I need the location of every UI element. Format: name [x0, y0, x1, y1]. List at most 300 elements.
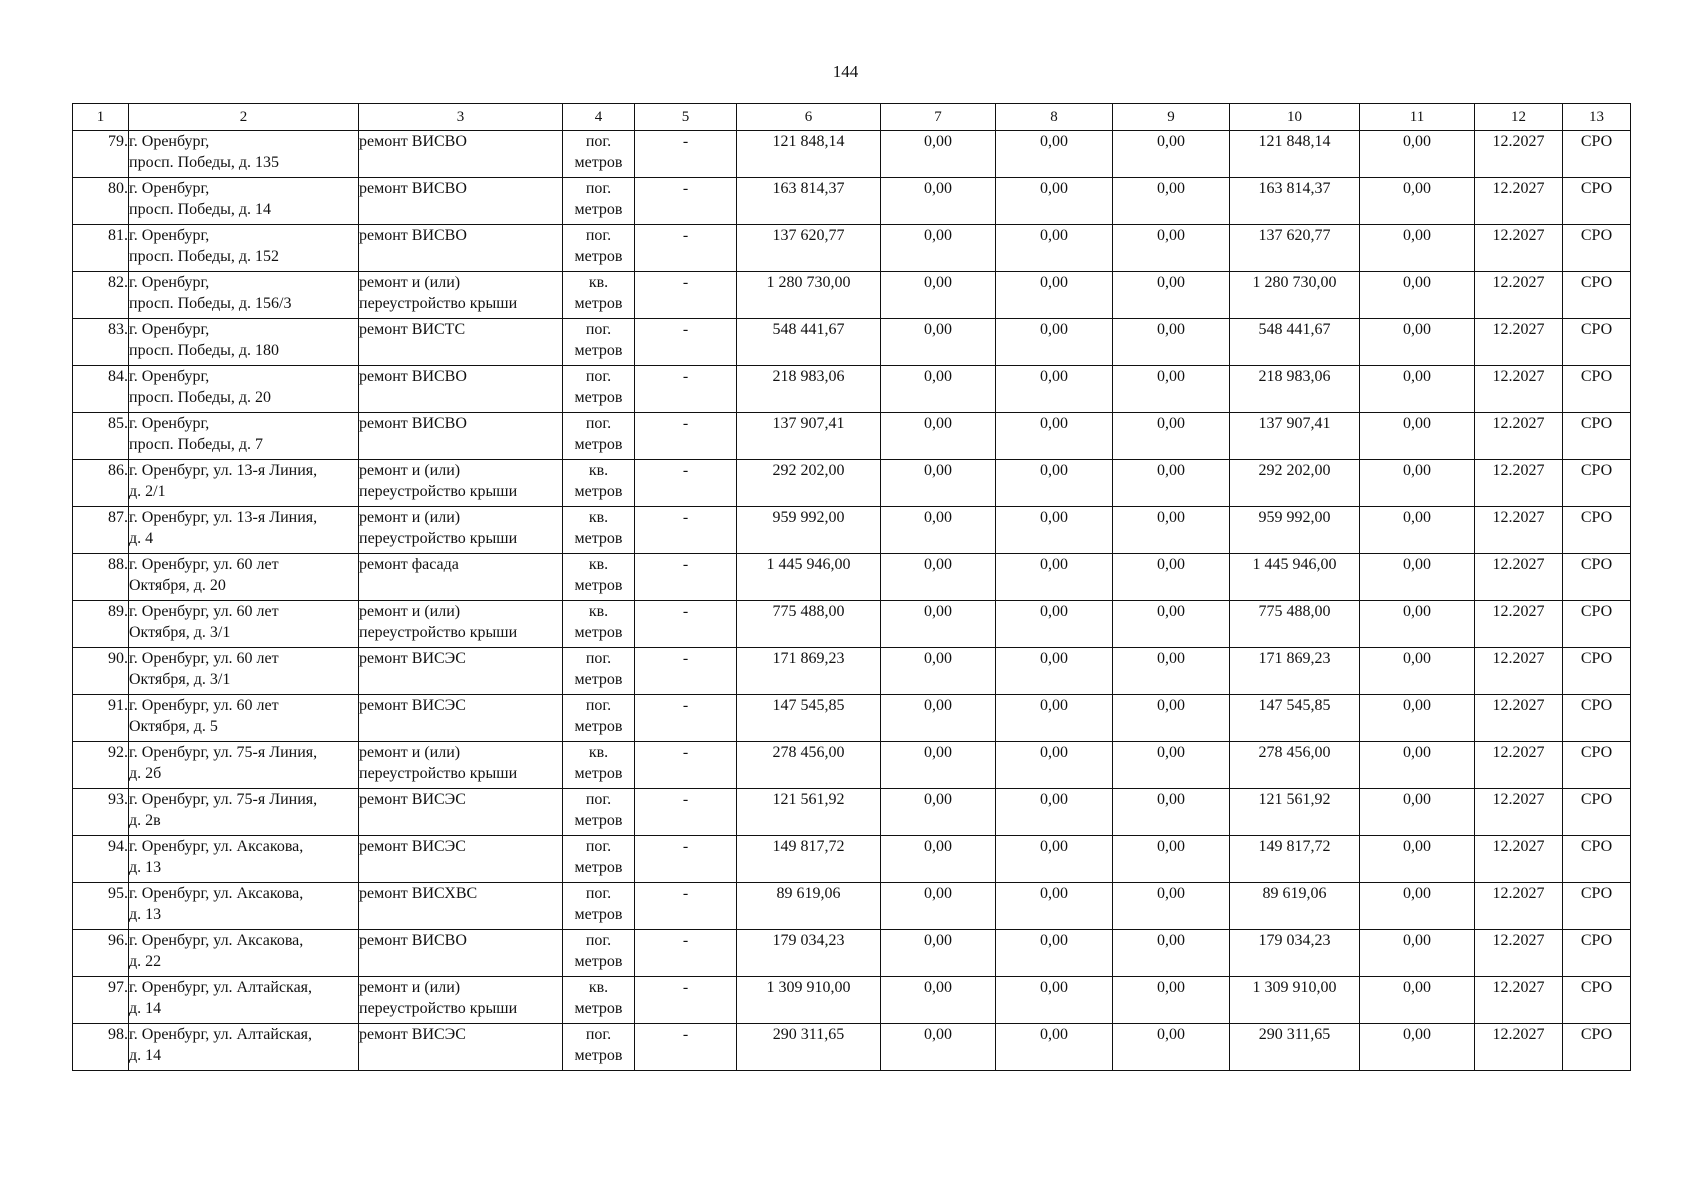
volume-cell: - — [635, 131, 737, 178]
address-line-1: г. Оренбург, — [129, 227, 210, 244]
funding-cell-9: 0,00 — [1113, 742, 1230, 789]
funding-cell-8: 0,00 — [996, 1024, 1113, 1071]
funding-cell-9: 0,00 — [1113, 131, 1230, 178]
total-cost-cell: 179 034,23 — [737, 930, 881, 977]
address-line-2: д. 13 — [129, 906, 162, 923]
row-number-cell: 89. — [73, 601, 129, 648]
work-type-cell — [359, 789, 563, 836]
funding-cell-11: 0,00 — [1360, 460, 1475, 507]
deadline-cell: 12.2027 — [1475, 460, 1563, 507]
row-number-cell: 94. — [73, 836, 129, 883]
work-type-cell — [359, 836, 563, 883]
work-type-cell — [359, 225, 563, 272]
row-number-cell: 80. — [73, 178, 129, 225]
address-line-2: Октября, д. 20 — [129, 577, 226, 594]
address-line-1: г. Оренбург, ул. 75-я Линия, — [129, 791, 318, 808]
work-type-line-2: переустройство крыши — [359, 483, 518, 500]
unit-line-1: пог. — [585, 650, 612, 667]
funding-cell-11: 0,00 — [1360, 507, 1475, 554]
unit-line-2: метров — [574, 295, 623, 312]
address-line-1: г. Оренбург, — [129, 321, 210, 338]
column-header: 5 — [635, 104, 737, 131]
unit-line-2: метров — [574, 201, 623, 218]
work-type-line-1: ремонт ВИСТС — [359, 321, 466, 338]
table-row — [73, 554, 1631, 601]
funding-cell-7: 0,00 — [881, 977, 996, 1024]
funding-cell-7: 0,00 — [881, 601, 996, 648]
unit-line-1: пог. — [585, 227, 612, 244]
funding-cell-10: 1 445 946,00 — [1230, 554, 1360, 601]
address-line-1: г. Оренбург, — [129, 133, 210, 150]
funding-cell-10: 278 456,00 — [1230, 742, 1360, 789]
deadline-cell: 12.2027 — [1475, 319, 1563, 366]
table-row — [73, 413, 1631, 460]
unit-cell — [563, 413, 635, 460]
address-line-1: г. Оренбург, — [129, 274, 210, 291]
funding-cell-10: 218 983,06 — [1230, 366, 1360, 413]
funding-cell-10: 149 817,72 — [1230, 836, 1360, 883]
unit-cell — [563, 930, 635, 977]
address-line-2: д. 2в — [129, 812, 161, 829]
address-line-1: г. Оренбург, ул. 75-я Линия, — [129, 744, 318, 761]
column-header: 6 — [737, 104, 881, 131]
unit-line-1: пог. — [585, 932, 612, 949]
address-line-2: просп. Победы, д. 20 — [129, 389, 272, 406]
executor-cell: СРО — [1563, 930, 1631, 977]
funding-cell-8: 0,00 — [996, 131, 1113, 178]
funding-cell-8: 0,00 — [996, 319, 1113, 366]
funding-cell-8: 0,00 — [996, 272, 1113, 319]
deadline-cell: 12.2027 — [1475, 883, 1563, 930]
unit-line-2: метров — [574, 577, 623, 594]
executor-cell: СРО — [1563, 836, 1631, 883]
unit-line-2: метров — [574, 906, 623, 923]
row-number-cell: 86. — [73, 460, 129, 507]
funding-cell-11: 0,00 — [1360, 977, 1475, 1024]
address-cell — [129, 460, 359, 507]
row-number-cell: 83. — [73, 319, 129, 366]
address-line-2: Октября, д. 3/1 — [129, 624, 231, 641]
funding-cell-9: 0,00 — [1113, 225, 1230, 272]
unit-line-2: метров — [574, 436, 623, 453]
funding-cell-9: 0,00 — [1113, 178, 1230, 225]
funding-cell-11: 0,00 — [1360, 554, 1475, 601]
funding-cell-11: 0,00 — [1360, 319, 1475, 366]
column-header: 1 — [73, 104, 129, 131]
address-cell — [129, 554, 359, 601]
work-type-line-1: ремонт ВИСВО — [359, 133, 467, 150]
deadline-cell: 12.2027 — [1475, 507, 1563, 554]
row-number-cell: 88. — [73, 554, 129, 601]
funding-cell-11: 0,00 — [1360, 789, 1475, 836]
unit-line-2: метров — [574, 483, 623, 500]
address-line-1: г. Оренбург, — [129, 415, 210, 432]
executor-cell: СРО — [1563, 507, 1631, 554]
deadline-cell: 12.2027 — [1475, 131, 1563, 178]
volume-cell: - — [635, 225, 737, 272]
work-type-line-1: ремонт и (или) — [359, 744, 461, 761]
work-type-cell — [359, 366, 563, 413]
funding-cell-10: 1 309 910,00 — [1230, 977, 1360, 1024]
address-cell — [129, 1024, 359, 1071]
funding-cell-11: 0,00 — [1360, 178, 1475, 225]
total-cost-cell: 959 992,00 — [737, 507, 881, 554]
address-line-2: просп. Победы, д. 156/3 — [129, 295, 292, 312]
funding-cell-10: 171 869,23 — [1230, 648, 1360, 695]
table-row — [73, 178, 1631, 225]
address-line-1: г. Оренбург, ул. 60 лет — [129, 650, 279, 667]
unit-line-2: метров — [574, 765, 623, 782]
address-cell — [129, 601, 359, 648]
funding-cell-7: 0,00 — [881, 460, 996, 507]
table-row — [73, 789, 1631, 836]
funding-cell-10: 137 907,41 — [1230, 413, 1360, 460]
unit-line-2: метров — [574, 530, 623, 547]
row-number-cell: 98. — [73, 1024, 129, 1071]
unit-line-1: пог. — [585, 133, 612, 150]
funding-cell-9: 0,00 — [1113, 272, 1230, 319]
funding-cell-8: 0,00 — [996, 977, 1113, 1024]
work-type-line-1: ремонт ВИСВО — [359, 415, 467, 432]
unit-line-2: метров — [574, 154, 623, 171]
address-cell — [129, 695, 359, 742]
unit-line-1: кв. — [588, 744, 609, 761]
unit-cell — [563, 225, 635, 272]
table-row — [73, 883, 1631, 930]
column-header: 9 — [1113, 104, 1230, 131]
total-cost-cell: 171 869,23 — [737, 648, 881, 695]
funding-cell-7: 0,00 — [881, 507, 996, 554]
funding-cell-11: 0,00 — [1360, 930, 1475, 977]
work-type-cell — [359, 695, 563, 742]
total-cost-cell: 548 441,67 — [737, 319, 881, 366]
address-cell — [129, 883, 359, 930]
table-row — [73, 131, 1631, 178]
funding-cell-8: 0,00 — [996, 648, 1113, 695]
volume-cell: - — [635, 742, 737, 789]
unit-line-2: метров — [574, 671, 623, 688]
repair-schedule-table — [72, 103, 1631, 1071]
funding-cell-7: 0,00 — [881, 836, 996, 883]
funding-cell-10: 775 488,00 — [1230, 601, 1360, 648]
funding-cell-7: 0,00 — [881, 742, 996, 789]
unit-cell — [563, 1024, 635, 1071]
funding-cell-10: 163 814,37 — [1230, 178, 1360, 225]
funding-cell-11: 0,00 — [1360, 366, 1475, 413]
funding-cell-9: 0,00 — [1113, 695, 1230, 742]
work-type-line-1: ремонт ВИСЭС — [359, 650, 466, 667]
executor-cell: СРО — [1563, 131, 1631, 178]
funding-cell-10: 548 441,67 — [1230, 319, 1360, 366]
address-cell — [129, 789, 359, 836]
unit-cell — [563, 883, 635, 930]
executor-cell: СРО — [1563, 178, 1631, 225]
work-type-cell — [359, 272, 563, 319]
table-row — [73, 366, 1631, 413]
page-number: 144 — [832, 62, 859, 81]
work-type-line-1: ремонт ВИСЭС — [359, 791, 466, 808]
work-type-cell — [359, 648, 563, 695]
unit-cell — [563, 366, 635, 413]
unit-line-2: метров — [574, 248, 623, 265]
total-cost-cell: 1 280 730,00 — [737, 272, 881, 319]
address-cell — [129, 742, 359, 789]
table-body — [73, 131, 1631, 1071]
table-row — [73, 836, 1631, 883]
address-cell — [129, 178, 359, 225]
table-row — [73, 977, 1631, 1024]
work-type-line-1: ремонт ВИСВО — [359, 227, 467, 244]
address-line-2: Октября, д. 5 — [129, 718, 218, 735]
deadline-cell: 12.2027 — [1475, 272, 1563, 319]
unit-line-2: метров — [574, 1000, 623, 1017]
total-cost-cell: 147 545,85 — [737, 695, 881, 742]
total-cost-cell: 137 620,77 — [737, 225, 881, 272]
address-cell — [129, 413, 359, 460]
volume-cell: - — [635, 366, 737, 413]
work-type-cell — [359, 507, 563, 554]
unit-line-2: метров — [574, 859, 623, 876]
work-type-line-2: переустройство крыши — [359, 295, 518, 312]
column-header: 8 — [996, 104, 1113, 131]
funding-cell-9: 0,00 — [1113, 977, 1230, 1024]
executor-cell: СРО — [1563, 460, 1631, 507]
funding-cell-10: 147 545,85 — [1230, 695, 1360, 742]
row-number-cell: 79. — [73, 131, 129, 178]
table-row — [73, 930, 1631, 977]
work-type-cell — [359, 1024, 563, 1071]
funding-cell-9: 0,00 — [1113, 601, 1230, 648]
column-header: 10 — [1230, 104, 1360, 131]
row-number-cell: 87. — [73, 507, 129, 554]
address-line-1: г. Оренбург, — [129, 368, 210, 385]
executor-cell: СРО — [1563, 883, 1631, 930]
funding-cell-7: 0,00 — [881, 272, 996, 319]
funding-cell-8: 0,00 — [996, 366, 1113, 413]
work-type-line-1: ремонт и (или) — [359, 462, 461, 479]
total-cost-cell: 121 561,92 — [737, 789, 881, 836]
unit-line-1: пог. — [585, 321, 612, 338]
funding-cell-10: 89 619,06 — [1230, 883, 1360, 930]
funding-cell-10: 1 280 730,00 — [1230, 272, 1360, 319]
funding-cell-9: 0,00 — [1113, 413, 1230, 460]
volume-cell: - — [635, 507, 737, 554]
volume-cell: - — [635, 554, 737, 601]
column-number-row — [73, 104, 1631, 131]
funding-cell-8: 0,00 — [996, 836, 1113, 883]
work-type-line-2: переустройство крыши — [359, 1000, 518, 1017]
address-line-1: г. Оренбург, ул. 60 лет — [129, 556, 279, 573]
table-row — [73, 742, 1631, 789]
executor-cell: СРО — [1563, 742, 1631, 789]
unit-cell — [563, 836, 635, 883]
volume-cell: - — [635, 272, 737, 319]
deadline-cell: 12.2027 — [1475, 413, 1563, 460]
work-type-line-1: ремонт и (или) — [359, 509, 461, 526]
funding-cell-11: 0,00 — [1360, 225, 1475, 272]
total-cost-cell: 292 202,00 — [737, 460, 881, 507]
work-type-line-1: ремонт ВИСЭС — [359, 697, 466, 714]
deadline-cell: 12.2027 — [1475, 225, 1563, 272]
unit-cell — [563, 507, 635, 554]
work-type-line-1: ремонт ВИСВО — [359, 180, 467, 197]
executor-cell: СРО — [1563, 977, 1631, 1024]
address-cell — [129, 225, 359, 272]
volume-cell: - — [635, 1024, 737, 1071]
funding-cell-10: 959 992,00 — [1230, 507, 1360, 554]
funding-cell-8: 0,00 — [996, 742, 1113, 789]
address-line-2: просп. Победы, д. 180 — [129, 342, 280, 359]
unit-cell — [563, 178, 635, 225]
funding-cell-11: 0,00 — [1360, 742, 1475, 789]
work-type-cell — [359, 930, 563, 977]
row-number-cell: 90. — [73, 648, 129, 695]
executor-cell: СРО — [1563, 366, 1631, 413]
funding-cell-7: 0,00 — [881, 131, 996, 178]
executor-cell: СРО — [1563, 648, 1631, 695]
funding-cell-9: 0,00 — [1113, 554, 1230, 601]
address-cell — [129, 507, 359, 554]
total-cost-cell: 775 488,00 — [737, 601, 881, 648]
column-header: 13 — [1563, 104, 1631, 131]
volume-cell: - — [635, 413, 737, 460]
deadline-cell: 12.2027 — [1475, 1024, 1563, 1071]
row-number-cell: 92. — [73, 742, 129, 789]
volume-cell: - — [635, 178, 737, 225]
funding-cell-7: 0,00 — [881, 1024, 996, 1071]
executor-cell: СРО — [1563, 1024, 1631, 1071]
table-row — [73, 319, 1631, 366]
row-number-cell: 81. — [73, 225, 129, 272]
address-line-2: д. 14 — [129, 1000, 162, 1017]
total-cost-cell: 89 619,06 — [737, 883, 881, 930]
total-cost-cell: 121 848,14 — [737, 131, 881, 178]
unit-line-1: пог. — [585, 415, 612, 432]
row-number-cell: 91. — [73, 695, 129, 742]
executor-cell: СРО — [1563, 601, 1631, 648]
funding-cell-7: 0,00 — [881, 225, 996, 272]
unit-line-1: кв. — [588, 462, 609, 479]
address-line-1: г. Оренбург, ул. Аксакова, — [129, 932, 304, 949]
row-number-cell: 84. — [73, 366, 129, 413]
total-cost-cell: 1 309 910,00 — [737, 977, 881, 1024]
funding-cell-9: 0,00 — [1113, 648, 1230, 695]
unit-line-1: кв. — [588, 509, 609, 526]
total-cost-cell: 149 817,72 — [737, 836, 881, 883]
funding-cell-11: 0,00 — [1360, 272, 1475, 319]
volume-cell: - — [635, 930, 737, 977]
address-cell — [129, 272, 359, 319]
address-line-1: г. Оренбург, ул. Алтайская, — [129, 979, 313, 996]
row-number-cell: 97. — [73, 977, 129, 1024]
funding-cell-7: 0,00 — [881, 554, 996, 601]
table-row — [73, 601, 1631, 648]
total-cost-cell: 1 445 946,00 — [737, 554, 881, 601]
unit-line-1: кв. — [588, 603, 609, 620]
work-type-cell — [359, 319, 563, 366]
unit-line-1: пог. — [585, 838, 612, 855]
funding-cell-9: 0,00 — [1113, 366, 1230, 413]
deadline-cell: 12.2027 — [1475, 695, 1563, 742]
address-line-1: г. Оренбург, ул. Алтайская, — [129, 1026, 313, 1043]
funding-cell-8: 0,00 — [996, 883, 1113, 930]
address-line-2: д. 2/1 — [129, 483, 166, 500]
address-cell — [129, 930, 359, 977]
deadline-cell: 12.2027 — [1475, 601, 1563, 648]
deadline-cell: 12.2027 — [1475, 178, 1563, 225]
work-type-line-1: ремонт ВИСХВС — [359, 885, 478, 902]
unit-line-2: метров — [574, 342, 623, 359]
executor-cell: СРО — [1563, 789, 1631, 836]
column-header: 2 — [129, 104, 359, 131]
address-cell — [129, 131, 359, 178]
address-cell — [129, 977, 359, 1024]
funding-cell-7: 0,00 — [881, 695, 996, 742]
work-type-cell — [359, 601, 563, 648]
table-row — [73, 272, 1631, 319]
unit-line-1: пог. — [585, 697, 612, 714]
work-type-line-1: ремонт ВИСЭС — [359, 1026, 466, 1043]
funding-cell-9: 0,00 — [1113, 507, 1230, 554]
funding-cell-11: 0,00 — [1360, 883, 1475, 930]
funding-cell-11: 0,00 — [1360, 131, 1475, 178]
volume-cell: - — [635, 601, 737, 648]
deadline-cell: 12.2027 — [1475, 366, 1563, 413]
funding-cell-10: 292 202,00 — [1230, 460, 1360, 507]
work-type-cell — [359, 554, 563, 601]
table-row — [73, 695, 1631, 742]
work-type-line-2: переустройство крыши — [359, 530, 518, 547]
funding-cell-9: 0,00 — [1113, 836, 1230, 883]
unit-cell — [563, 695, 635, 742]
unit-cell — [563, 460, 635, 507]
total-cost-cell: 163 814,37 — [737, 178, 881, 225]
total-cost-cell: 137 907,41 — [737, 413, 881, 460]
executor-cell: СРО — [1563, 225, 1631, 272]
unit-line-1: пог. — [585, 368, 612, 385]
unit-line-1: кв. — [588, 274, 609, 291]
row-number-cell: 85. — [73, 413, 129, 460]
address-line-2: просп. Победы, д. 14 — [129, 201, 272, 218]
work-type-line-2: переустройство крыши — [359, 765, 518, 782]
executor-cell: СРО — [1563, 695, 1631, 742]
table-row — [73, 507, 1631, 554]
work-type-line-1: ремонт фасада — [359, 556, 459, 573]
row-number-cell: 96. — [73, 930, 129, 977]
funding-cell-7: 0,00 — [881, 789, 996, 836]
unit-line-2: метров — [574, 389, 623, 406]
unit-line-2: метров — [574, 624, 623, 641]
unit-cell — [563, 648, 635, 695]
row-number-cell: 82. — [73, 272, 129, 319]
deadline-cell: 12.2027 — [1475, 554, 1563, 601]
funding-cell-9: 0,00 — [1113, 930, 1230, 977]
address-line-2: д. 13 — [129, 859, 162, 876]
total-cost-cell: 278 456,00 — [737, 742, 881, 789]
work-type-cell — [359, 460, 563, 507]
funding-cell-10: 179 034,23 — [1230, 930, 1360, 977]
unit-line-2: метров — [574, 718, 623, 735]
unit-line-1: пог. — [585, 1026, 612, 1043]
executor-cell: СРО — [1563, 413, 1631, 460]
table-row — [73, 648, 1631, 695]
unit-cell — [563, 554, 635, 601]
volume-cell: - — [635, 977, 737, 1024]
address-line-1: г. Оренбург, ул. Аксакова, — [129, 838, 304, 855]
table-row — [73, 225, 1631, 272]
column-header: 7 — [881, 104, 996, 131]
volume-cell: - — [635, 460, 737, 507]
